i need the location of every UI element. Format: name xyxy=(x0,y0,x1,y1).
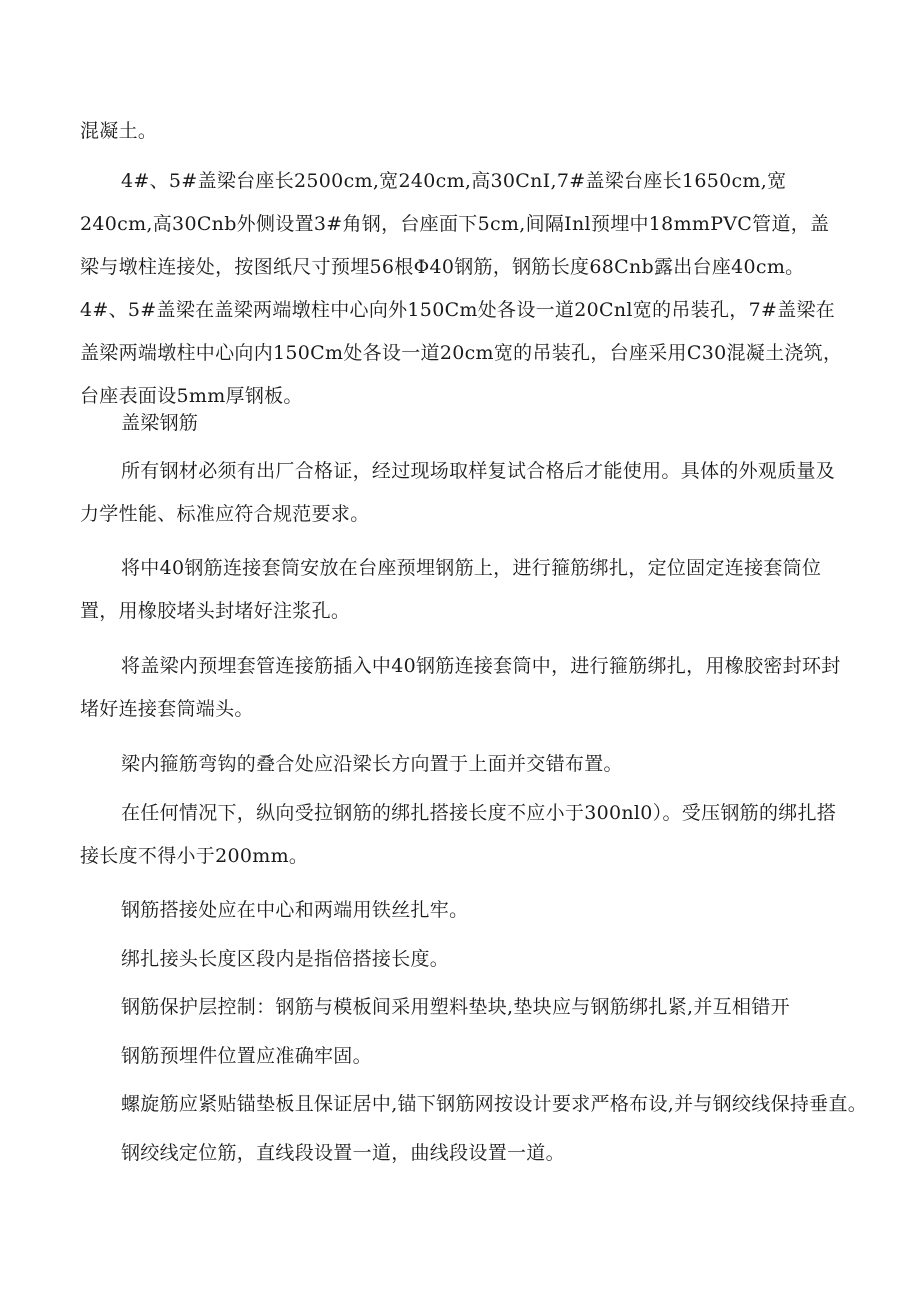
paragraph-spiral-rebar: 螺旋筋应紧贴锚垫板且保证居中,锚下钢筋网按设计要求严格布设,并与钢绞线保持垂直。 xyxy=(121,1093,868,1115)
paragraph-cover-control: 钢筋保护层控制：钢筋与模板间采用塑料垫块,垫块应与钢筋绑扎紧,并互相错开 xyxy=(121,996,790,1018)
section-heading-rebar: 盖梁钢筋 xyxy=(121,412,199,434)
paragraph-wire-binding: 钢筋搭接处应在中心和两端用铁丝扎牢。 xyxy=(121,899,469,921)
paragraph-sleeve-placement: 将中40钢筋连接套筒安放在台座预埋钢筋上，进行箍筋绑扎，定位固定连接套筒位置，用橡胶堵头封堵好注浆孔。 xyxy=(80,557,822,622)
paragraph-pedestal-dimensions: 4#、5#盖梁台座长2500cm,宽240cm,高30CnI,7#盖梁台座长1650cm,宽240cm,高30Cnb外侧设置3#角钢，台座面下5cm,间隔Inl预埋中18mmPVC管道，盖梁与墩柱连接处，按图纸尺寸预埋56根Φ40钢筋，钢筋长度68Cnb露出台座40cm。4#、5#盖梁在盖梁两端墩柱中心向外150Cm处各设一道20Cnl宽的吊装孔，7#盖梁在盖梁两端墩柱中心向内150Cm处各设一道20cm宽的吊装孔，台座采用C30混凝土浇筑，台座表面设5mm厚钢板。 xyxy=(80,170,843,407)
paragraph-continuation: 混凝土。 xyxy=(80,120,158,142)
paragraph-lap-length: 在任何情况下，纵向受拉钢筋的绑扎搭接长度不应小于300nl0）。受压钢筋的绑扎搭接长度不得小于200mm。 xyxy=(80,802,837,867)
paragraph-joint-zone: 绑扎接头长度区段内是指倍搭接长度。 xyxy=(121,948,450,970)
paragraph-steel-certification: 所有钢材必须有出厂合格证，经过现场取样复试合格后才能使用。具体的外观质量及力学性能、标准应符合规范要求。 xyxy=(80,460,836,525)
paragraph-strand-positioning: 钢绞线定位筋，直线段设置一道，曲线段设置一道。 xyxy=(121,1142,565,1164)
paragraph-sleeve-insertion: 将盖梁内预埋套管连接筋插入中40钢筋连接套筒中，进行箍筋绑扎，用橡胶密封环封堵好连接套筒端头。 xyxy=(80,655,841,720)
paragraph-embedded-parts: 钢筋预埋件位置应准确牢固。 xyxy=(121,1045,372,1067)
paragraph-stirrup-hooks: 梁内箍筋弯钩的叠合处应沿梁长方向置于上面并交错布置。 xyxy=(121,753,623,775)
